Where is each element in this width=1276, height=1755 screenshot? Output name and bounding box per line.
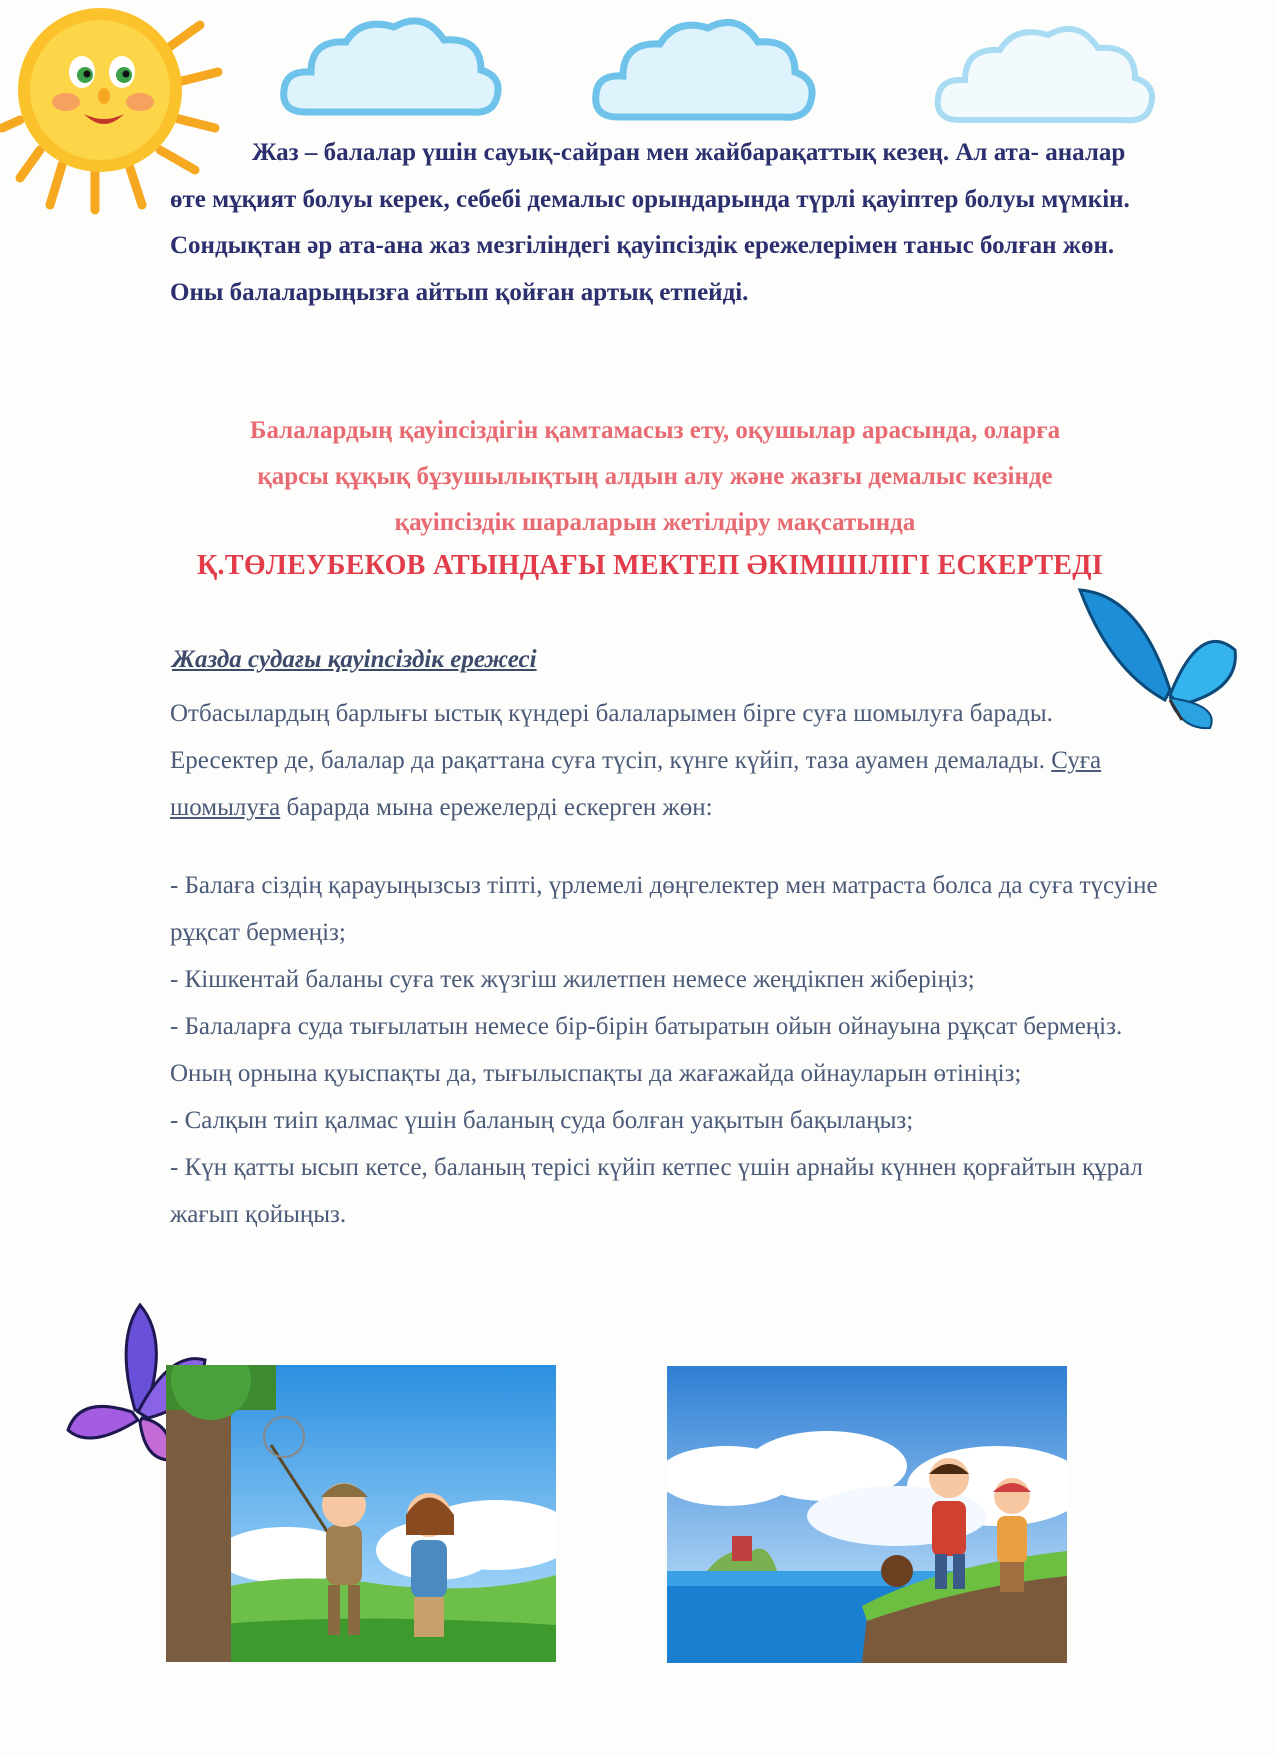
section-paragraph [170, 690, 1140, 831]
notice-line: қарсы құқық бұзушылықтың алдын алу және жазғы демалыс кезінде [257, 463, 1053, 490]
rule-item: - Күн қатты ысып кетсе, баланың терісі күйіп кетпес үшін арнайы күннен қорғайтын құрал жағып қойыңыз. [170, 1154, 1143, 1228]
kids-hiking-by-sea-illustration [667, 1366, 1067, 1663]
rule-item: - Балаға сіздің қарауыңызсыз тіпті, үрлемелі дөңгелектер мен матраста болса да суға түсуіне рұқсат бермеңіз; [170, 872, 1158, 946]
kids-catching-butterflies-illustration [166, 1365, 556, 1662]
notice-title: Қ.ТӨЛЕУБЕКОВ АТЫНДАҒЫ МЕКТЕП ӘКІМШІЛІГІ ЕСКЕРТЕДІ [196, 550, 1104, 581]
rules-list [170, 862, 1170, 1238]
notice-line: қауіпсіздік шараларын жетілдіру мақсатында [394, 509, 916, 536]
rule-item: - Салқын тиіп қалмас үшін баланың суда болған уақытын бақылаңыз; [170, 1107, 914, 1134]
notice-block [160, 408, 1150, 546]
notice-line: Балалардың қауіпсіздігін қамтамасыз ету, оқушылар арасында, оларға [249, 417, 1061, 444]
cloud-icon [588, 12, 818, 137]
rule-item: - Кішкентай баланы суға тек жүзгіш жилетпен немесе жеңдікпен жіберіңіз; [170, 966, 975, 993]
intro-paragraph: Жаз – балалар үшін сауық-сайран мен жайбарақаттық кезең. Ал ата- аналар өте мұқият болуы керек, себебі демалыс орындарында түрлі қауіптер болуы мүмкін. Сондықтан әр ата-ана жаз мезгіліндегі қауіпсіздік ережелерімен таныс болған жөн. Оны балаларыңызға айтып қойған артық етпейді. [170, 139, 1130, 306]
section-heading: Жазда судағы қауіпсіздік ережесі [172, 646, 537, 673]
underlined-phrase: Суға шомылуға [170, 747, 1102, 821]
paragraph-text: барарда мына ережелерді ескерген жөн: [280, 794, 713, 821]
rule-item: - Балаларға суда тығылатын немесе бір-бірін батыратын ойын ойнауына рұқсат бермеңіз. Оның орнына қуыспақты да, тығылыспақты да жағажайда ойнауларын өтініңіз; [170, 1013, 1123, 1087]
cloud-icon [930, 20, 1160, 140]
blue-butterfly-icon [1070, 580, 1240, 730]
cloud-icon [276, 12, 506, 132]
paragraph-text: Отбасылардың барлығы ыстық күндері балаларымен бірге суға шомылуға барады. Ересектер де, балалар да рақаттана суға түсіп, күнге күйіп, таза ауамен демалады. [170, 700, 1053, 774]
